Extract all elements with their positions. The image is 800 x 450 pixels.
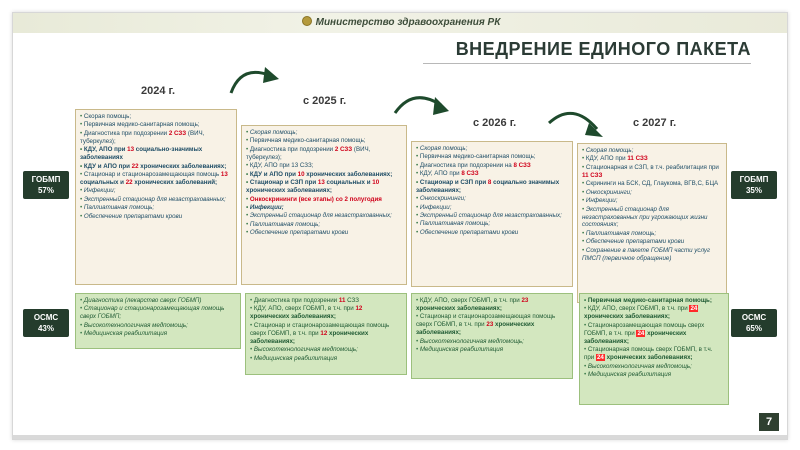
slide	[12, 12, 788, 440]
list-item: • Онкоскрининги;	[582, 189, 722, 197]
emblem-icon	[302, 16, 312, 26]
list-item: • Диагностика при подозрении на 8 СЗЗ	[416, 162, 568, 170]
list-item: • Стационар и стационарозамещающая помощь сверх ГОБМП, в т.ч. при 23 хронических заболеваниях;	[416, 313, 568, 337]
footer-bar	[13, 435, 788, 439]
list-item: • Экстренный стационар для незастрахованных;	[246, 212, 402, 220]
list-item: • КДУ, АПО, сверх ГОБМП, в т.ч. при 12 хронических заболеваниях;	[250, 305, 402, 321]
list-item: • Экстренный стационар для незастрахованных;	[416, 212, 568, 220]
label-osms-right-name: ОСМС	[741, 313, 767, 322]
list-item: • Экстренный стационар для незастрахованных;	[80, 196, 232, 204]
label-osms-right-pct: 65%	[745, 324, 762, 333]
list-item: • Медицинская реабилитация	[416, 346, 568, 354]
list-item: • Медицинская реабилитация	[250, 355, 402, 363]
label-gobmp-left-name: ГОБМП	[31, 175, 61, 184]
list-item: • КДУ, АПО, сверх ГОБМП, в т.ч. при 23 хронических заболеваниях;	[416, 297, 568, 313]
list-item: • Первичная медико-санитарная помощь;	[246, 137, 402, 145]
list-item: • Медицинская реабилитация	[80, 330, 236, 338]
label-osms-right	[731, 309, 777, 337]
list-item: • Инфекции;	[582, 197, 722, 205]
list-item: • Скорая помощь;	[582, 147, 722, 155]
list-item: • Обеспечение препаратами крови	[582, 238, 722, 246]
page-number: 7	[759, 413, 779, 431]
osms-2027-box	[579, 293, 729, 405]
list-item: • Обеспечение препаратами крови	[416, 229, 568, 237]
label-gobmp-right-name: ГОБМП	[739, 175, 769, 184]
arrow-2025-2026-icon	[391, 85, 453, 129]
list-item: • Инфекции;	[246, 204, 402, 212]
list-item: • Диагностика при подозрении 11 СЗЗ	[250, 297, 402, 305]
list-item: • Высокотехнологичная медпомощь;	[416, 338, 568, 346]
label-osms-left-name: ОСМС	[33, 313, 59, 322]
label-gobmp-left-pct: 57%	[37, 186, 54, 195]
ministry-header	[13, 16, 788, 28]
list-item: • Стационар и стационарозамещающая помощь сверх ГОБМП;	[80, 305, 236, 321]
list-item: • КДУ, АПО при 11 СЗЗ	[582, 155, 722, 163]
ministry-name: Министерство здравоохранения РК	[315, 17, 501, 28]
list-item: • Скорая помощь;	[416, 145, 568, 153]
list-item: • Стационар и стационарозамещающая помощь сверх ГОБМП, в т.ч. при 12 хронических заболеваниях;	[250, 322, 402, 346]
osms-2025-box	[245, 293, 407, 375]
page-title: ВНЕДРЕНИЕ ЕДИНОГО ПАКЕТА	[455, 39, 751, 59]
gobmp-2025-box	[241, 125, 407, 285]
list-item: • Стационар и СЗП при 8 социально значимых заболеваниях;	[416, 179, 568, 195]
list-item: • КДУ, АПО при 13 СЗЗ;	[246, 162, 402, 170]
list-item: • Стационарная помощь сверх ГОБМП, в т.ч. при 24 хронических заболеваниях;	[584, 346, 724, 362]
list-item: • Инфекции;	[80, 187, 232, 195]
list-item: • Первичная медико-санитарная помощь;	[80, 121, 232, 129]
list-item: • КДУ, АПО при 13 социально-значимых заболеваниях	[80, 146, 232, 162]
list-item: • Обеспечение препаратами крови	[246, 229, 402, 237]
list-item: • Паллиативная помощь;	[416, 220, 568, 228]
list-item: • Диагностика (лекарство сверх ГОБМП)	[80, 297, 236, 305]
list-item: • Первичная медико-санитарная помощь;	[584, 297, 724, 305]
year-2026: с 2026 г.	[473, 117, 517, 129]
list-item: • Стационарная и СЗП, в т.ч. реабилитация при 11 СЗЗ	[582, 164, 722, 180]
list-item: • Стационар и стационарозамещающая помощь 13 социальных и 22 хронических заболеваний;	[80, 171, 232, 187]
label-gobmp-right	[731, 171, 777, 199]
arrow-2024-2025-icon	[227, 61, 283, 101]
label-gobmp-right-pct: 35%	[745, 186, 762, 195]
label-osms-left-pct: 43%	[37, 324, 54, 333]
list-item: • Стационар и СЗП при 13 социальных и 10 хронических заболеваниях;	[246, 179, 402, 195]
list-item: • Экстренный стационар для незастрахованных при угрожающих жизни состояниях;	[582, 206, 722, 230]
osms-2026-box	[411, 293, 573, 379]
list-item: • Первичная медико-санитарная помощь;	[416, 153, 568, 161]
title-divider	[423, 63, 751, 64]
list-item: • Онкоскрининги;	[416, 195, 568, 203]
list-item: • КДУ и АПО при 22 хронических заболеваниях;	[80, 163, 232, 171]
gobmp-2026-box	[411, 141, 573, 287]
list-item: • Паллиативная помощь;	[246, 221, 402, 229]
list-item: • Высокотехнологичная медпомощь;	[584, 363, 724, 371]
year-2025: с 2025 г.	[303, 95, 347, 107]
list-item: • КДУ и АПО при 10 хронических заболеваниях;	[246, 171, 402, 179]
label-osms-left	[23, 309, 69, 337]
list-item: • Высокотехнологичная медпомощь;	[80, 322, 236, 330]
list-item: • Онкоскрининги (все этапы) со 2 полугодия	[246, 196, 402, 204]
list-item: • Диагностика при подозрении 2 СЗЗ (ВИЧ, туберкулез);	[246, 146, 402, 162]
list-item: • Сохранение в пакете ГОБМП части услуг ПМСП (первичное обращение)	[582, 247, 722, 263]
year-2027: с 2027 г.	[633, 117, 677, 129]
list-item: • Высокотехнологичная медпомощь;	[250, 346, 402, 354]
list-item: • Инфекции;	[416, 204, 568, 212]
year-2024: 2024 г.	[141, 85, 176, 97]
list-item: • Диагностика при подозрении 2 СЗЗ (ВИЧ, туберкулез);	[80, 130, 232, 146]
list-item: • Скорая помощь;	[246, 129, 402, 137]
gobmp-2024-box	[75, 109, 237, 285]
gobmp-2027-box	[577, 143, 727, 303]
list-item: • Паллиативная помощь;	[80, 204, 232, 212]
list-item: • Медицинская реабилитация	[584, 371, 724, 379]
list-item: • Стационарозамещающая помощь сверх ГОБМП, в т.ч. при 24 хронических заболеваниях;	[584, 322, 724, 346]
list-item: • Паллиативная помощь;	[582, 230, 722, 238]
list-item: • Обеспечение препаратами крови	[80, 213, 232, 221]
label-gobmp-left	[23, 171, 69, 199]
osms-2024-box	[75, 293, 241, 349]
list-item: • КДУ, АПО, сверх ГОБМП, в т.ч. при 24 хронических заболеваниях;	[584, 305, 724, 321]
list-item: • Скрининги на БСК, СД, Глаукома, ВГВ,С, БЦА	[582, 180, 722, 188]
list-item: • КДУ, АПО при 8 СЗЗ	[416, 170, 568, 178]
list-item: • Скорая помощь;	[80, 113, 232, 121]
